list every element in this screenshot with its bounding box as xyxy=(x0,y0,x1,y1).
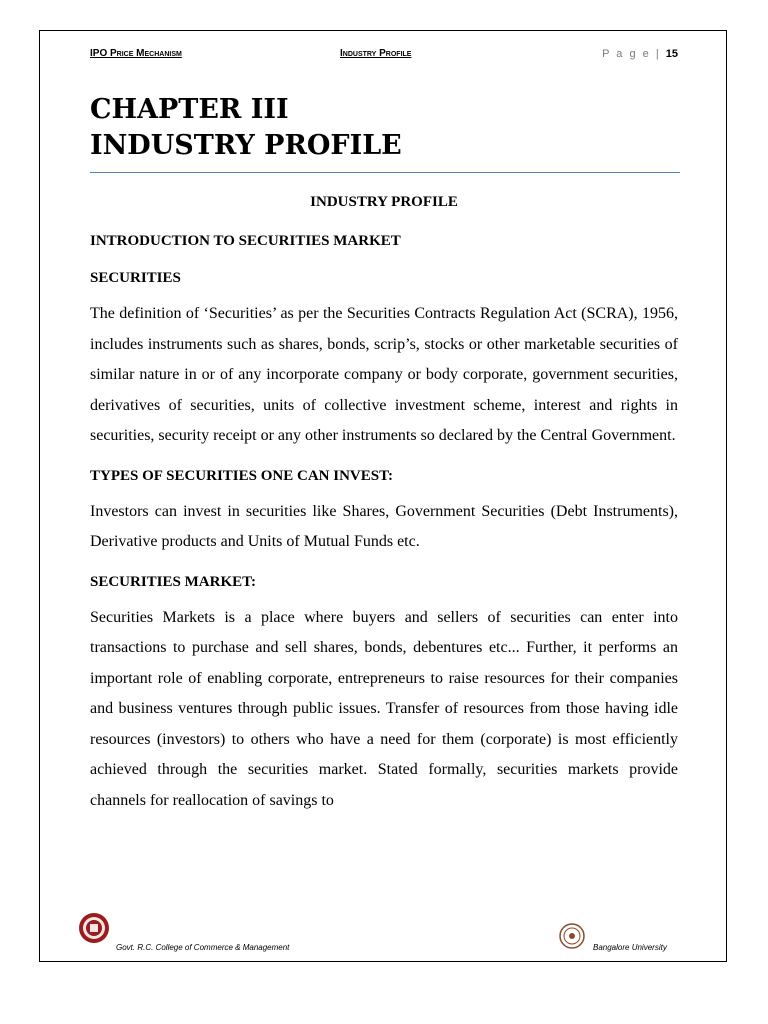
college-logo-icon xyxy=(76,912,112,944)
section-heading-centered: INDUSTRY PROFILE xyxy=(310,194,458,210)
paragraph-types: Investors can invest in securities like Shares, Government Securities (Debt Instruments), Derivative products and Units of Mutual Funds etc. xyxy=(90,502,678,550)
header-left-title: IPO Price Mechanism xyxy=(90,48,182,59)
chapter-title xyxy=(90,92,402,164)
footer-college-name: Govt. R.C. College of Commerce & Management xyxy=(116,943,290,952)
footer-university-name: Bangalore University xyxy=(593,943,667,952)
page-number-label xyxy=(602,48,678,60)
heading-types-of-securities: TYPES OF SECURITIES ONE CAN INVEST: xyxy=(90,467,393,484)
chapter-number: CHAPTER III xyxy=(90,94,289,125)
heading-securities: SECURITIES xyxy=(90,270,181,286)
page-number: 15 xyxy=(665,48,678,60)
header-center-title: Industry Profile xyxy=(340,48,412,59)
paragraph-securities: The definition of ‘Securities’ as per the Securities Contracts Regulation Act (SCRA), 1956, includes instruments such as shares, bonds, scrip’s, stocks or other marketable securities of similar nature in or of any incorporate company or body corporate, government securities, derivatives of securities, units of collective investment scheme, interest and rights in securities, security receipt or any other instruments so declared by the Central Government. xyxy=(90,305,678,444)
heading-introduction: INTRODUCTION TO SECURITIES MARKET xyxy=(90,233,401,249)
page-label: P a g e | xyxy=(602,48,661,60)
title-underline xyxy=(90,172,680,173)
chapter-name: INDUSTRY PROFILE xyxy=(90,130,402,161)
paragraph-securities-market: Securities Markets is a place where buyers and sellers of securities can enter into transactions to purchase and sell shares, bonds, debentures etc... Further, it performs an important role of enabling corporate, entrepreneurs to raise resources for their companies and business ventures through public issues. Transfer of resources from those having idle resources (investors) to others who have a need for them (corporate) is most efficiently achieved through the securities market. Stated formally, securities markets provide channels for reallocation of savings to xyxy=(90,608,678,809)
university-logo-icon xyxy=(559,923,585,949)
heading-securities-market: SECURITIES MARKET: xyxy=(90,573,257,590)
body-content xyxy=(90,190,678,816)
